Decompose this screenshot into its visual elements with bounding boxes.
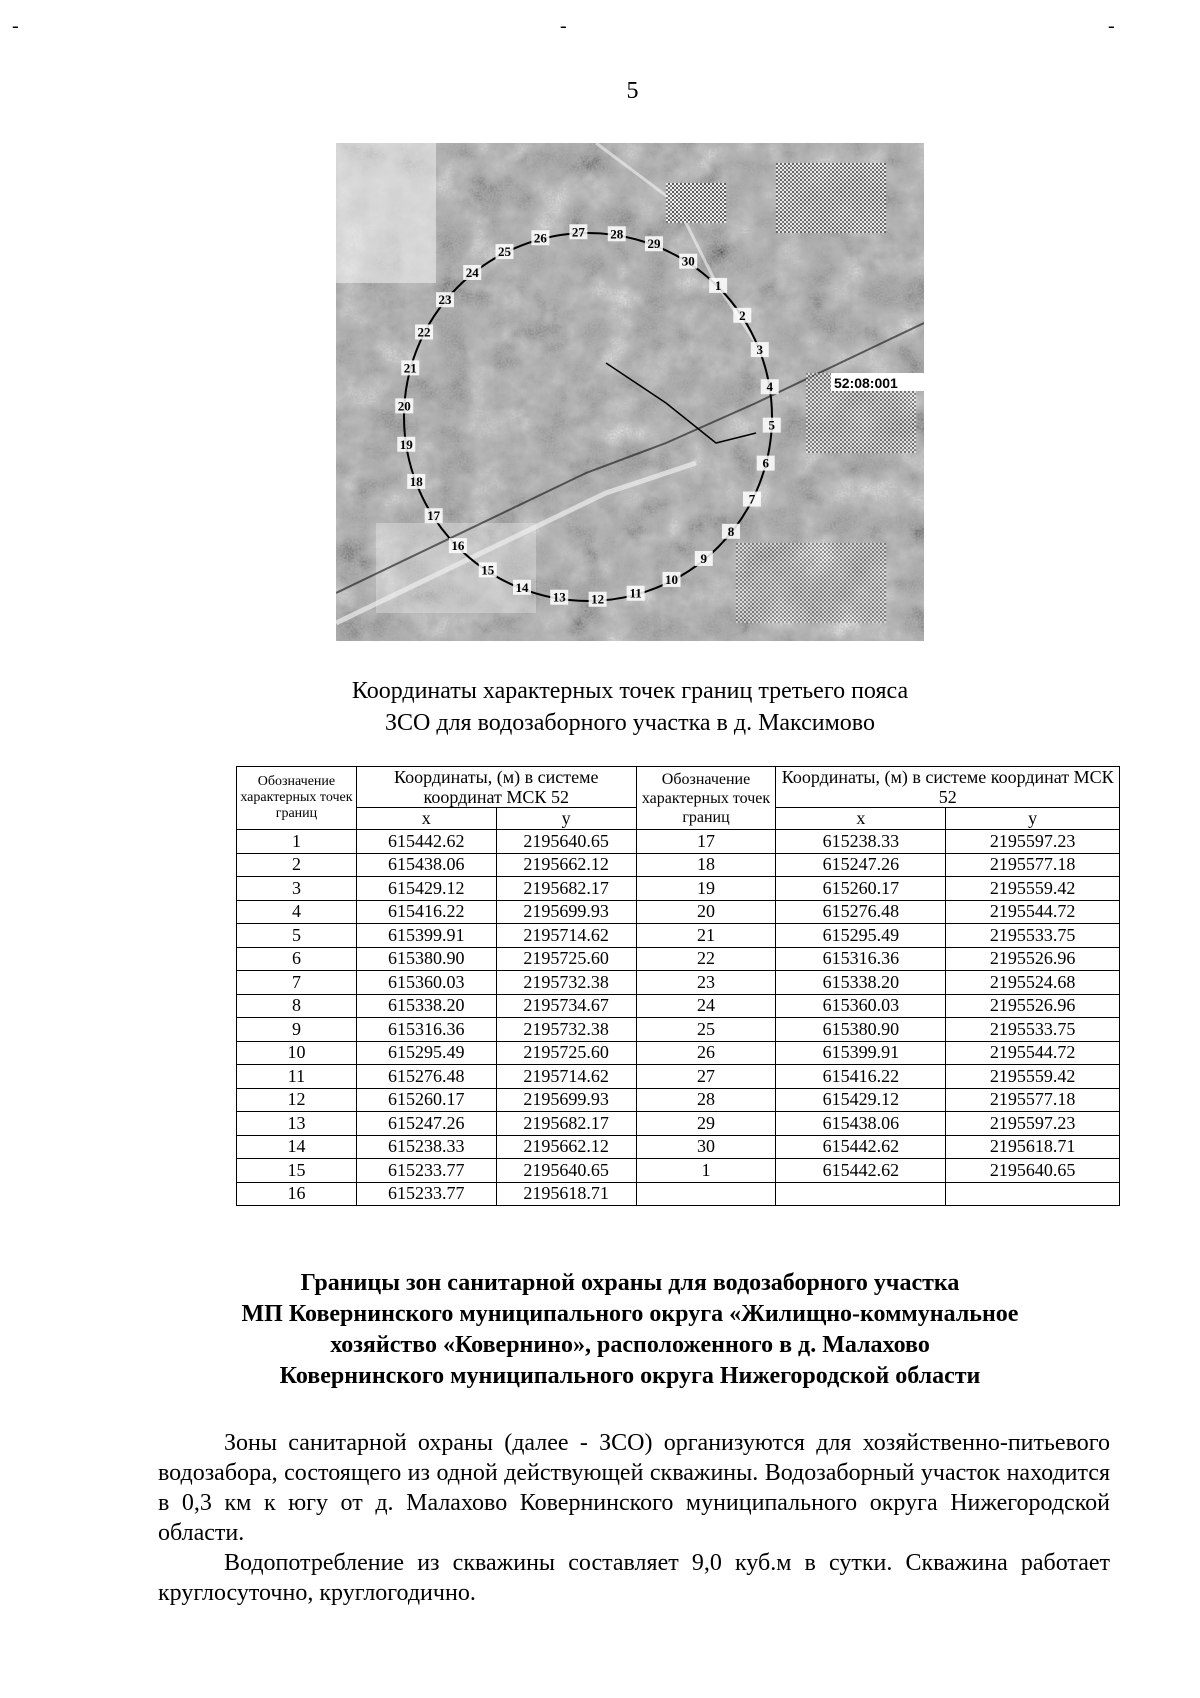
cell-point-right: 28 xyxy=(636,1088,776,1112)
map-point-label: 3 xyxy=(756,342,764,358)
cell-x-right: 615442.62 xyxy=(776,1135,946,1159)
map-point-label: 14 xyxy=(515,579,529,595)
table-row xyxy=(237,1088,1120,1112)
map-point-label: 30 xyxy=(681,253,695,269)
table-row xyxy=(237,1182,1120,1206)
cell-point-right: 22 xyxy=(636,947,776,971)
table-row xyxy=(237,830,1120,854)
cell-x-left: 615238.33 xyxy=(356,1135,496,1159)
map-point-label: 1 xyxy=(714,277,722,293)
cell-y-left: 2195682.17 xyxy=(496,1112,636,1136)
cell-x-right: 615260.17 xyxy=(776,877,946,901)
aerial-map xyxy=(336,143,924,641)
cell-x-left: 615442.62 xyxy=(356,830,496,854)
cell-y-right: 2195544.72 xyxy=(946,900,1120,924)
map-point-label: 29 xyxy=(647,236,661,252)
cell-y-right: 2195559.42 xyxy=(946,1065,1120,1089)
map-point-label: 9 xyxy=(700,550,708,566)
cell-x-left: 615399.91 xyxy=(356,924,496,948)
map-point-label: 24 xyxy=(465,265,479,281)
scan-mark-left: - xyxy=(12,15,19,37)
cell-y-right: 2195526.96 xyxy=(946,947,1120,971)
table-row xyxy=(237,924,1120,948)
cell-x-right: 615442.62 xyxy=(776,1159,946,1183)
map-point-label: 6 xyxy=(762,455,769,471)
header-x-right: x xyxy=(776,808,946,830)
map-point-label: 21 xyxy=(403,360,417,376)
table-caption xyxy=(230,675,1030,739)
cell-point-left: 12 xyxy=(237,1088,357,1112)
cell-y-left: 2195682.17 xyxy=(496,877,636,901)
cell-x-right: 615247.26 xyxy=(776,853,946,877)
cell-y-right: 2195577.18 xyxy=(946,1088,1120,1112)
caption-line-1: Координаты характерных точек границ третьего пояса xyxy=(351,678,909,704)
cell-x-right: 615380.90 xyxy=(776,1018,946,1042)
map-point-label: 23 xyxy=(438,292,452,308)
map-point-label: 22 xyxy=(417,324,431,340)
cell-x-left: 615316.36 xyxy=(356,1018,496,1042)
cell-y-left: 2195725.60 xyxy=(496,947,636,971)
map-point-label: 2 xyxy=(739,307,746,323)
table-row xyxy=(237,900,1120,924)
cell-x-right: 615360.03 xyxy=(776,994,946,1018)
cell-y-right: 2195618.71 xyxy=(946,1135,1120,1159)
section-title xyxy=(150,1268,1110,1392)
cell-point-right: 18 xyxy=(636,853,776,877)
cell-point-right: 20 xyxy=(636,900,776,924)
section-title-line-1: Границы зон санитарной охраны для водозаборного участка xyxy=(300,1270,960,1296)
cell-point-left: 11 xyxy=(237,1065,357,1089)
map-cadastral-label: 52:08:001 xyxy=(834,375,898,391)
map-point-label: 12 xyxy=(591,591,605,607)
cell-x-left: 615360.03 xyxy=(356,971,496,995)
map-point-label: 10 xyxy=(665,571,679,587)
cell-x-right: 615399.91 xyxy=(776,1041,946,1065)
table-row xyxy=(237,947,1120,971)
table-row xyxy=(237,1135,1120,1159)
cell-y-right: 2195533.75 xyxy=(946,1018,1120,1042)
cell-y-left: 2195734.67 xyxy=(496,994,636,1018)
map-point-label: 18 xyxy=(409,473,423,489)
map-point-label: 11 xyxy=(629,585,642,601)
header-point-left: Обозначение характерных точек границ xyxy=(237,767,357,830)
cell-point-right: 26 xyxy=(636,1041,776,1065)
cell-point-right: 1 xyxy=(636,1159,776,1183)
header-x-left: x xyxy=(356,808,496,830)
cell-point-left: 6 xyxy=(237,947,357,971)
scan-mark-center: - xyxy=(560,15,567,37)
table-row xyxy=(237,1159,1120,1183)
cell-x-right: 615238.33 xyxy=(776,830,946,854)
cell-point-right: 27 xyxy=(636,1065,776,1089)
cell-x-left: 615276.48 xyxy=(356,1065,496,1089)
map-point-label: 8 xyxy=(727,523,735,539)
map-point-label: 20 xyxy=(397,398,411,414)
cell-point-left: 1 xyxy=(237,830,357,854)
page-number: 5 xyxy=(626,78,639,104)
cell-point-left: 16 xyxy=(237,1182,357,1206)
cell-y-left: 2195732.38 xyxy=(496,1018,636,1042)
header-point-right: Обозначение характерных точек границ xyxy=(636,767,776,830)
cell-y-left: 2195618.71 xyxy=(496,1182,636,1206)
map-point-label: 26 xyxy=(533,230,547,246)
map-point-label: 4 xyxy=(766,379,773,395)
cell-point-left: 3 xyxy=(237,877,357,901)
cell-x-left: 615233.77 xyxy=(356,1159,496,1183)
cell-y-left: 2195699.93 xyxy=(496,1088,636,1112)
cell-point-right: 21 xyxy=(636,924,776,948)
cell-x-left: 615429.12 xyxy=(356,877,496,901)
map-point-label: 19 xyxy=(399,436,413,452)
section-title-line-4: Ковернинского муниципального округа Нижегородской области xyxy=(279,1363,981,1389)
cell-x-left: 615295.49 xyxy=(356,1041,496,1065)
cell-point-left: 2 xyxy=(237,853,357,877)
cell-y-left: 2195640.65 xyxy=(496,1159,636,1183)
cell-point-left: 5 xyxy=(237,924,357,948)
cell-y-left: 2195640.65 xyxy=(496,830,636,854)
coordinates-table xyxy=(236,766,1120,1206)
cell-y-right: 2195559.42 xyxy=(946,877,1120,901)
cell-point-left: 13 xyxy=(237,1112,357,1136)
cell-y-left: 2195699.93 xyxy=(496,900,636,924)
cell-x-right xyxy=(776,1182,946,1206)
cell-point-right: 29 xyxy=(636,1112,776,1136)
cell-x-right: 615276.48 xyxy=(776,900,946,924)
cell-x-left: 615338.20 xyxy=(356,994,496,1018)
cell-x-left: 615438.06 xyxy=(356,853,496,877)
table-row xyxy=(237,1041,1120,1065)
cell-point-right: 25 xyxy=(636,1018,776,1042)
cell-y-right: 2195526.96 xyxy=(946,994,1120,1018)
cell-y-right xyxy=(946,1182,1120,1206)
cell-x-right: 615438.06 xyxy=(776,1112,946,1136)
cell-point-left: 7 xyxy=(237,971,357,995)
map-point-label: 27 xyxy=(571,224,585,240)
header-y-right: y xyxy=(946,808,1120,830)
cell-point-right: 19 xyxy=(636,877,776,901)
map-point-label: 16 xyxy=(451,538,465,554)
section-title-line-2: МП Ковернинского муниципального округа «Жилищно-коммунальное xyxy=(241,1301,1019,1327)
cell-y-left: 2195714.62 xyxy=(496,1065,636,1089)
cell-x-left: 615416.22 xyxy=(356,900,496,924)
table-row xyxy=(237,877,1120,901)
cell-y-left: 2195662.12 xyxy=(496,853,636,877)
cell-y-left: 2195732.38 xyxy=(496,971,636,995)
cell-y-left: 2195714.62 xyxy=(496,924,636,948)
cell-x-right: 615416.22 xyxy=(776,1065,946,1089)
cell-x-right: 615338.20 xyxy=(776,971,946,995)
cell-point-left: 14 xyxy=(237,1135,357,1159)
cell-x-left: 615233.77 xyxy=(356,1182,496,1206)
map-point-label: 13 xyxy=(552,589,566,605)
cell-point-right: 24 xyxy=(636,994,776,1018)
header-coords-left: Координаты, (м) в системе координат МСК 52 xyxy=(356,767,636,808)
cell-x-right: 615316.36 xyxy=(776,947,946,971)
cell-x-right: 615295.49 xyxy=(776,924,946,948)
cell-y-right: 2195640.65 xyxy=(946,1159,1120,1183)
table-row xyxy=(237,1018,1120,1042)
map-point-label: 5 xyxy=(768,417,775,433)
table-row xyxy=(237,1065,1120,1089)
cell-y-right: 2195577.18 xyxy=(946,853,1120,877)
header-coords-right: Координаты, (м) в системе координат МСК 52 xyxy=(776,767,1120,808)
map-point-label: 7 xyxy=(748,491,756,507)
cell-point-left: 4 xyxy=(237,900,357,924)
cell-point-right: 17 xyxy=(636,830,776,854)
cell-x-right: 615429.12 xyxy=(776,1088,946,1112)
header-y-left: y xyxy=(496,808,636,830)
paragraph-2: Водопотребление из скважины составляет 9,0 куб.м в сутки. Скважина работает круглосуточно, круглогодично. xyxy=(158,1550,1110,1606)
cell-x-left: 615247.26 xyxy=(356,1112,496,1136)
map-point-label: 15 xyxy=(481,562,495,578)
map-point-label: 17 xyxy=(427,508,441,524)
cell-point-right xyxy=(636,1182,776,1206)
cell-y-right: 2195544.72 xyxy=(946,1041,1120,1065)
cell-point-left: 8 xyxy=(237,994,357,1018)
cell-y-left: 2195662.12 xyxy=(496,1135,636,1159)
scan-mark-right: - xyxy=(1108,15,1115,37)
cell-point-left: 15 xyxy=(237,1159,357,1183)
map-point-label: 28 xyxy=(610,226,624,242)
cell-y-right: 2195597.23 xyxy=(946,830,1120,854)
caption-line-2: ЗСО для водозаборного участка в д. Максимово xyxy=(385,710,875,736)
table-row xyxy=(237,971,1120,995)
cell-x-left: 615380.90 xyxy=(356,947,496,971)
cell-point-left: 10 xyxy=(237,1041,357,1065)
cell-y-right: 2195597.23 xyxy=(946,1112,1120,1136)
cell-y-right: 2195524.68 xyxy=(946,971,1120,995)
cell-point-right: 23 xyxy=(636,971,776,995)
cell-x-left: 615260.17 xyxy=(356,1088,496,1112)
map-point-label: 25 xyxy=(497,244,511,260)
cell-point-left: 9 xyxy=(237,1018,357,1042)
table-row xyxy=(237,853,1120,877)
cell-point-right: 30 xyxy=(636,1135,776,1159)
table-row xyxy=(237,1112,1120,1136)
section-title-line-3: хозяйство «Ковернино», расположенного в д. Малахово xyxy=(330,1332,930,1358)
table-row xyxy=(237,994,1120,1018)
cell-y-right: 2195533.75 xyxy=(946,924,1120,948)
paragraph-1: Зоны санитарной охраны (далее - ЗСО) организуются для хозяйственно-питьевого водозабора, состоящего из одной действующей скважины. Водозаборный участок находится в 0,3 км к югу от д. Малахово Ковернинского муниципального округа Нижегородской области. xyxy=(158,1430,1110,1546)
cell-y-left: 2195725.60 xyxy=(496,1041,636,1065)
